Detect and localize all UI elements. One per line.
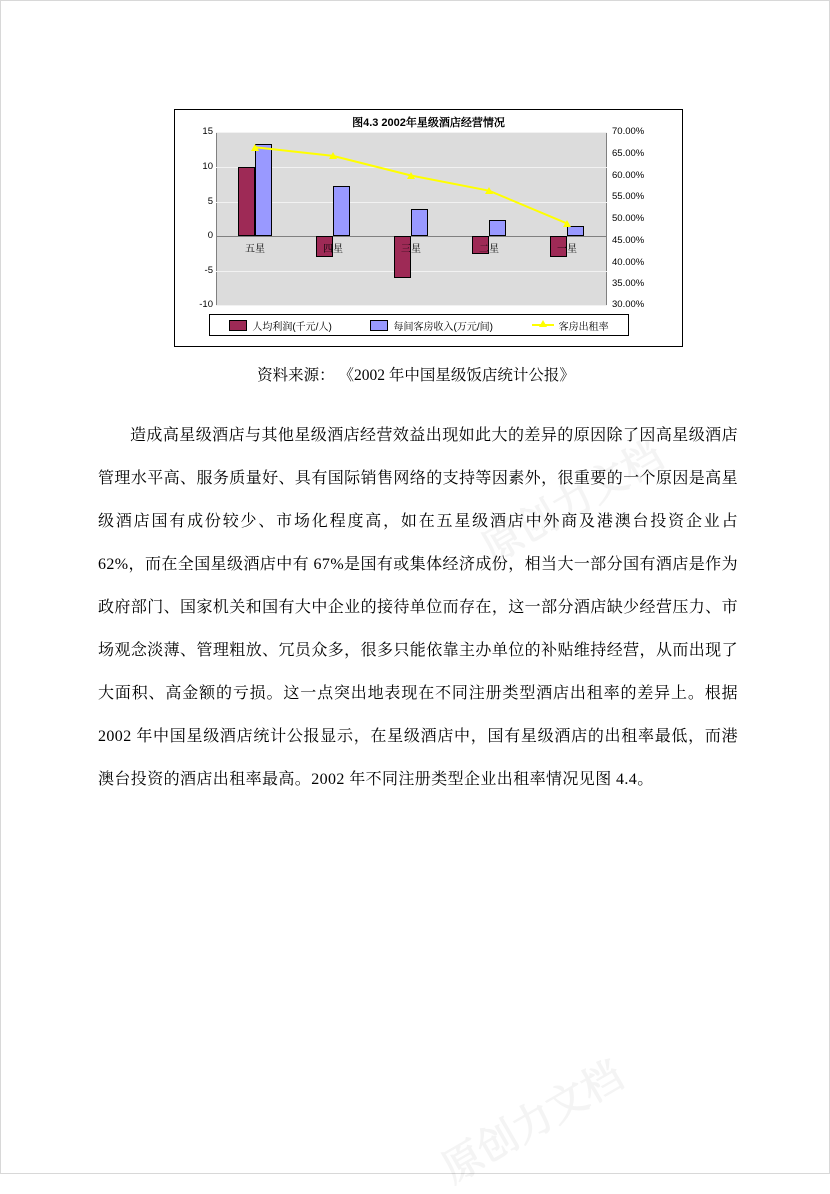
y-axis-left-tick: -5 (204, 265, 213, 277)
legend-label-profit: 人均利润(千元/人) (252, 321, 332, 333)
line-marker-2star (485, 187, 493, 194)
category-label-2star: 二星 (479, 244, 499, 255)
line-marker-5star (251, 144, 259, 151)
legend-swatch-revenue-icon (370, 320, 388, 331)
category-label-1star: 一星 (557, 244, 577, 255)
y-axis-right-tick: 70.00% (612, 126, 645, 137)
y-axis-left-tick: -10 (199, 299, 213, 310)
legend-swatch-profit-icon (229, 320, 247, 331)
legend-item-profit (229, 318, 331, 333)
line-marker-3star (407, 172, 415, 179)
line-marker-4star (329, 152, 337, 159)
watermark (430, 1045, 632, 1194)
y-axis-left-tick: 10 (202, 160, 213, 172)
y-axis-right-tick: 60.00% (612, 169, 645, 181)
legend-label-revenue: 每间客房收入(万元/间) (393, 321, 493, 333)
occupancy-rate-line (216, 132, 607, 306)
category-label-4star: 四星 (323, 244, 343, 255)
line-marker-1star (563, 220, 571, 227)
category-label-3star: 三星 (401, 244, 421, 255)
legend-swatch-occupancy-icon (532, 324, 554, 326)
chart-plot-area (199, 126, 645, 310)
figure-source: 资料来源： 《2002 年中国星级饭店统计公报》 (257, 367, 575, 384)
y-axis-right-tick: 55.00% (612, 191, 645, 203)
y-axis-right-tick: 65.00% (612, 147, 645, 159)
y-axis-left-tick: 15 (202, 126, 213, 137)
body-paragraph: 造成高星级酒店与其他星级酒店经营效益出现如此大的差异的原因除了因高星级酒店管理水平高、服务质量好、具有国际销售网络的支持等因素外，很重要的一个原因是高星级酒店国有成份较少、市场化程度高，如在五星级酒店中外商及港澳台投资企业占 62%，而在全国星级酒店中有 67%是国有或集体经济成份，相当大一部分国有酒店是作为政府部门、国家机关和国有大中企业的接待单位而存在，这一部分酒店缺少经营压力、市场观念淡薄、管理粗放、冗员众多，很多只能依靠主办单位的补贴维持经营，从而出现了大面积、高金额的亏损。这一点突出地表现在不同注册类型酒店出租率的差异上。根据 2002 年中国星级酒店统计公报显示，在星级酒店中，国有星级酒店的出租率最低，而港澳台投资的酒店出租率最高。2002 年不同注册类型企业出租率情况见图 4.4。 (98, 427, 738, 788)
y-axis-right-tick: 45.00% (612, 234, 645, 246)
chart-title: 图4.3 2002年星级酒店经营情况 (352, 117, 505, 129)
legend-item-occupancy (532, 318, 609, 333)
chart-legend (209, 314, 629, 336)
chart-figure (174, 109, 683, 347)
legend-label-occupancy: 客房出租率 (558, 321, 609, 333)
y-axis-right-tick: 30.00% (612, 299, 645, 310)
y-axis-left-tick: 0 (207, 230, 213, 242)
y-axis-right-tick: 35.00% (612, 278, 645, 290)
y-axis-right-tick: 40.00% (612, 256, 645, 268)
y-axis-right-tick: 50.00% (612, 213, 645, 224)
legend-item-revenue (370, 318, 492, 333)
category-label-5star: 五星 (245, 244, 265, 255)
y-axis-left-tick: 5 (207, 195, 213, 207)
